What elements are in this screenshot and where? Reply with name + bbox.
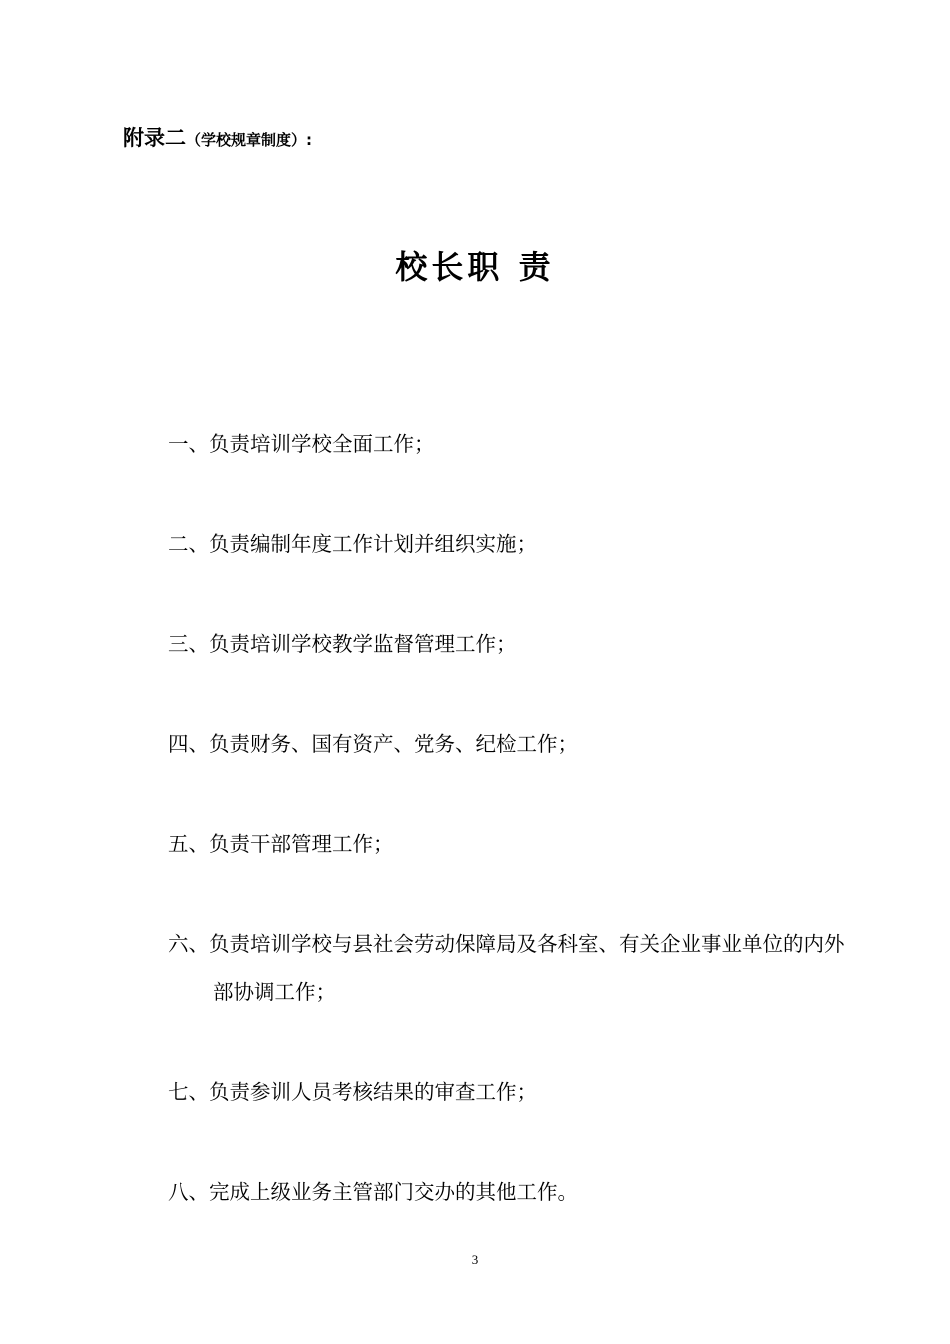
duty-item-8: 八、完成上级业务主管部门交办的其他工作。 xyxy=(168,1180,578,1204)
appendix-subtitle: （学校规章制度）: xyxy=(186,131,312,149)
duty-item-4: 四、负责财务、国有资产、党务、纪检工作； xyxy=(168,732,578,756)
duty-item-2: 二、负责编制年度工作计划并组织实施； xyxy=(168,532,537,556)
duty-item-1: 一、负责培训学校全面工作； xyxy=(168,432,435,456)
document-title: 校长职 责 xyxy=(395,248,555,286)
duty-item-5: 五、负责干部管理工作； xyxy=(168,832,394,856)
duty-list xyxy=(168,420,848,1268)
duty-item-7: 七、负责参训人员考核结果的审查工作； xyxy=(168,1080,537,1104)
page-number: 3 xyxy=(471,1252,479,1267)
appendix-heading xyxy=(123,122,312,152)
duty-item-3: 三、负责培训学校教学监督管理工作； xyxy=(168,632,517,656)
duty-item-6: 六、负责培训学校与县社会劳动保障局及各科室、有关企业事业单位的内外部协调工作； xyxy=(168,932,845,1004)
appendix-label: 附录二 xyxy=(123,126,186,150)
